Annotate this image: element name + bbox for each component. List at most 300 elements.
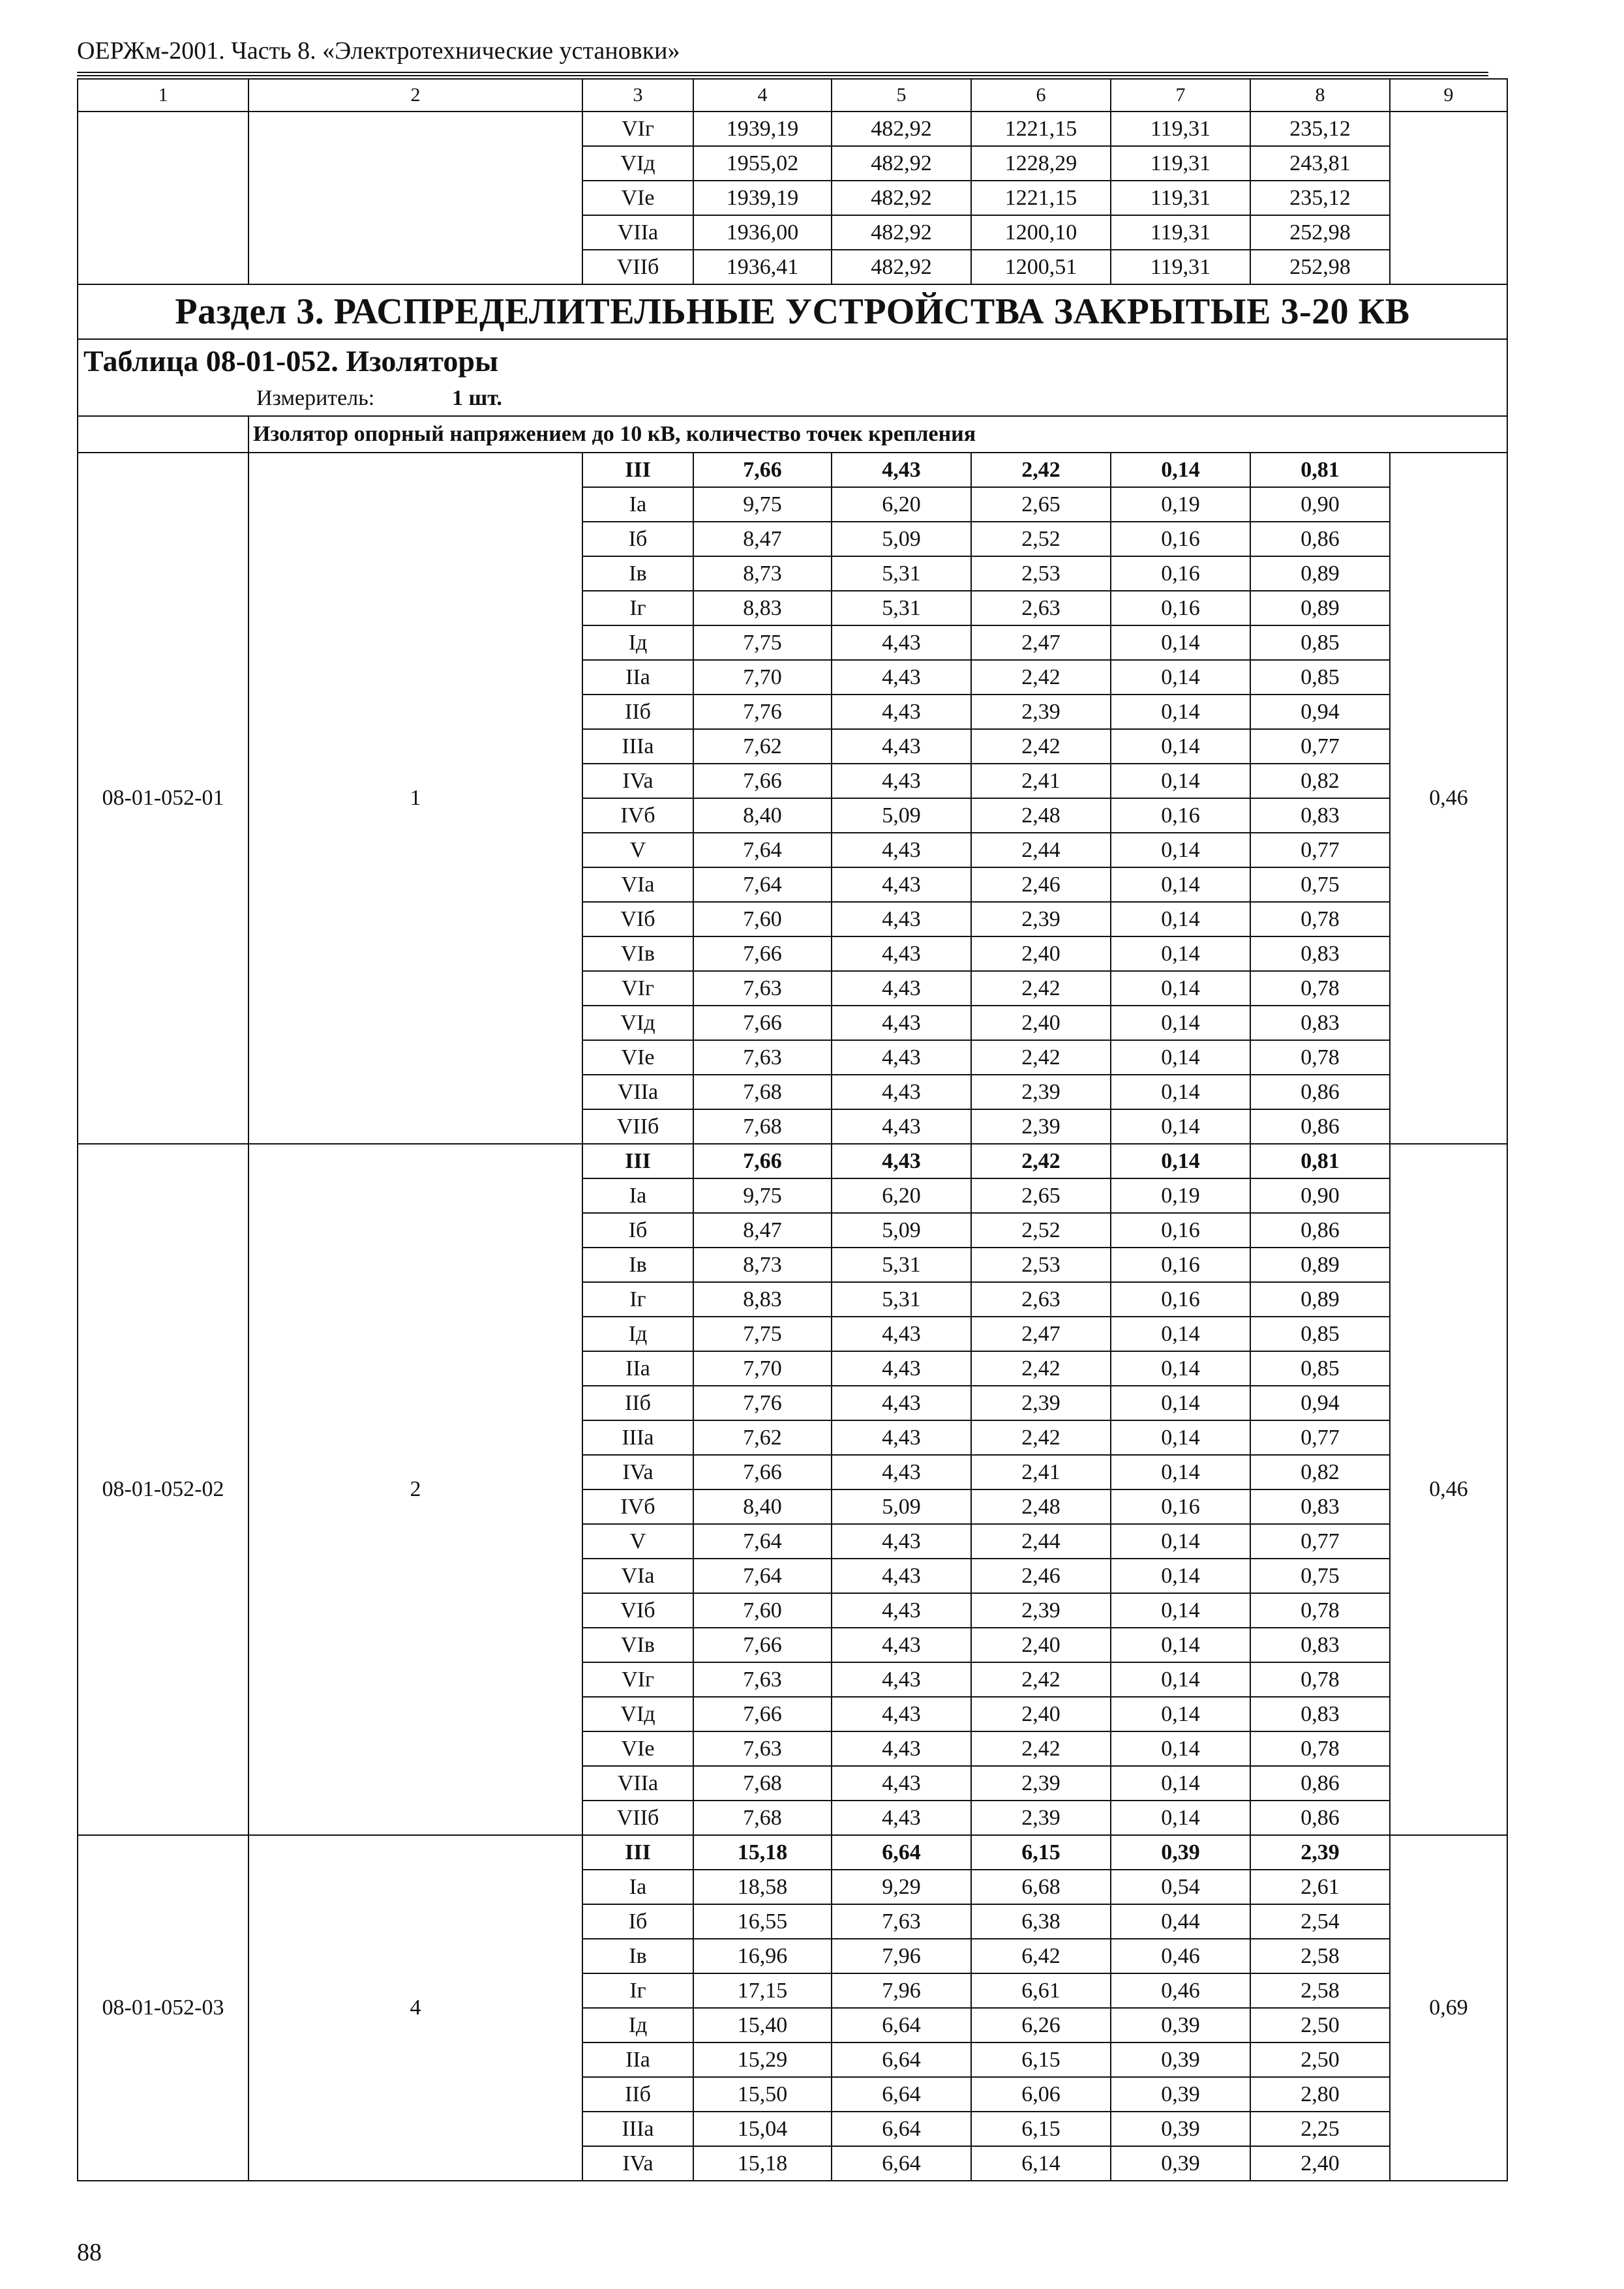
value-cell: 2,42 (971, 1420, 1111, 1455)
value-cell: 119,31 (1111, 250, 1250, 284)
region-cell: Iд (582, 625, 693, 660)
col9-value: 0,69 (1390, 1835, 1507, 2181)
value-cell: 4,43 (832, 1006, 971, 1040)
value-cell: 15,29 (693, 2042, 832, 2077)
value-cell: 6,38 (971, 1904, 1111, 1939)
region-cell: Iв (582, 556, 693, 591)
value-cell: 8,47 (693, 1213, 832, 1248)
value-cell: 2,39 (971, 1075, 1111, 1109)
value-cell: 0,14 (1111, 1040, 1250, 1075)
value-cell: 5,09 (832, 1213, 971, 1248)
value-cell: 4,43 (832, 625, 971, 660)
value-cell: 2,53 (971, 1248, 1111, 1282)
value-cell: 7,68 (693, 1766, 832, 1801)
region-cell: Iв (582, 1939, 693, 1973)
col9-value: 0,46 (1390, 453, 1507, 1144)
value-cell: 7,63 (693, 1731, 832, 1766)
value-cell: 4,43 (832, 1420, 971, 1455)
value-cell: 0,86 (1250, 1801, 1390, 1835)
value-cell: 2,46 (971, 1559, 1111, 1593)
value-cell: 0,94 (1250, 695, 1390, 729)
value-cell: 2,44 (971, 1524, 1111, 1559)
value-cell: 8,83 (693, 591, 832, 625)
value-cell: 0,16 (1111, 522, 1250, 556)
value-cell: 7,63 (693, 1040, 832, 1075)
value-cell: 1936,00 (693, 215, 832, 250)
value-cell: 0,86 (1250, 1075, 1390, 1109)
value-cell: 0,75 (1250, 1559, 1390, 1593)
value-cell: 4,43 (832, 936, 971, 971)
value-cell: 0,83 (1250, 1006, 1390, 1040)
region-cell: III (582, 1835, 693, 1870)
value-cell: 4,43 (832, 453, 971, 487)
value-cell: 0,39 (1111, 2112, 1250, 2146)
value-cell: 1221,15 (971, 112, 1111, 146)
value-cell: 0,14 (1111, 1559, 1250, 1593)
value-cell: 0,14 (1111, 1697, 1250, 1731)
value-cell: 4,43 (832, 1351, 971, 1386)
value-cell: 6,64 (832, 2146, 971, 2181)
value-cell: 2,41 (971, 764, 1111, 798)
value-cell: 0,90 (1250, 1178, 1390, 1213)
value-cell: 1936,41 (693, 250, 832, 284)
value-cell: 2,42 (971, 1040, 1111, 1075)
value-cell: 2,42 (971, 1351, 1111, 1386)
value-cell: 6,15 (971, 1835, 1111, 1870)
value-cell: 0,14 (1111, 695, 1250, 729)
region-cell: Iг (582, 1973, 693, 2008)
value-cell: 0,83 (1250, 936, 1390, 971)
section-title: Раздел 3. РАСПРЕДЕЛИТЕЛЬНЫЕ УСТРОЙСТВА ЗАКРЫТЫЕ 3-20 КВ (78, 284, 1507, 339)
value-cell: 0,44 (1111, 1904, 1250, 1939)
value-cell: 4,43 (832, 660, 971, 695)
value-cell: 7,62 (693, 1420, 832, 1455)
value-cell: 2,42 (971, 729, 1111, 764)
value-cell: 2,80 (1250, 2077, 1390, 2112)
value-cell: 1939,19 (693, 112, 832, 146)
value-cell: 7,63 (693, 1662, 832, 1697)
region-cell: VIa (582, 867, 693, 902)
region-cell: IIб (582, 695, 693, 729)
value-cell: 482,92 (832, 146, 971, 181)
value-cell: 2,63 (971, 1282, 1111, 1317)
value-cell: 4,43 (832, 1662, 971, 1697)
region-cell: III (582, 453, 693, 487)
region-cell: VIIб (582, 1109, 693, 1144)
value-cell: 6,14 (971, 2146, 1111, 2181)
value-cell: 2,61 (1250, 1870, 1390, 1904)
value-cell: 6,64 (832, 2042, 971, 2077)
region-cell: Ia (582, 1178, 693, 1213)
value-cell: 119,31 (1111, 112, 1250, 146)
value-cell: 0,14 (1111, 625, 1250, 660)
measure-label: Измеритель: (256, 386, 375, 410)
value-cell: 0,90 (1250, 487, 1390, 522)
value-cell: 1221,15 (971, 181, 1111, 215)
value-cell: 0,39 (1111, 1835, 1250, 1870)
value-cell: 0,94 (1250, 1386, 1390, 1420)
value-cell: 6,64 (832, 1835, 971, 1870)
region-cell: Iд (582, 2008, 693, 2042)
rates-table-body (78, 79, 1507, 2181)
value-cell: 0,14 (1111, 867, 1250, 902)
rate-parameter: 1 (248, 453, 582, 1144)
value-cell: 7,70 (693, 1351, 832, 1386)
table-title-row (78, 339, 1507, 382)
code-cell (78, 112, 248, 284)
value-cell: 0,14 (1111, 1766, 1250, 1801)
region-cell: IIб (582, 1386, 693, 1420)
value-cell: 6,61 (971, 1973, 1111, 2008)
value-cell: 2,41 (971, 1455, 1111, 1489)
region-cell: VIe (582, 1731, 693, 1766)
region-cell: Ia (582, 1870, 693, 1904)
value-cell: 16,96 (693, 1939, 832, 1973)
value-cell: 0,14 (1111, 1731, 1250, 1766)
col9-value: 0,46 (1390, 1144, 1507, 1835)
value-cell: 8,73 (693, 556, 832, 591)
value-cell: 0,86 (1250, 1109, 1390, 1144)
column-number-cell: 6 (971, 79, 1111, 112)
value-cell: 2,54 (1250, 1904, 1390, 1939)
value-cell: 4,43 (832, 1144, 971, 1178)
value-cell: 2,50 (1250, 2042, 1390, 2077)
value-cell: 2,48 (971, 798, 1111, 833)
value-cell: 7,64 (693, 833, 832, 867)
value-cell: 1228,29 (971, 146, 1111, 181)
value-cell: 0,14 (1111, 1317, 1250, 1351)
value-cell: 0,81 (1250, 453, 1390, 487)
value-cell: 0,39 (1111, 2008, 1250, 2042)
value-cell: 7,64 (693, 1524, 832, 1559)
value-cell: 6,20 (832, 1178, 971, 1213)
value-cell: 8,40 (693, 798, 832, 833)
value-cell: 0,78 (1250, 1662, 1390, 1697)
column-number-cell: 7 (1111, 79, 1250, 112)
value-cell: 7,68 (693, 1801, 832, 1835)
value-cell: 0,14 (1111, 1455, 1250, 1489)
value-cell: 5,09 (832, 798, 971, 833)
column-number-cell: 9 (1390, 79, 1507, 112)
value-cell: 9,29 (832, 1870, 971, 1904)
value-cell: 0,16 (1111, 591, 1250, 625)
column-number-cell: 8 (1250, 79, 1390, 112)
region-cell: IVa (582, 2146, 693, 2181)
column-number-cell: 1 (78, 79, 248, 112)
value-cell: 0,82 (1250, 764, 1390, 798)
value-cell: 7,66 (693, 1628, 832, 1662)
value-cell: 0,78 (1250, 1040, 1390, 1075)
region-cell: IIa (582, 2042, 693, 2077)
value-cell: 4,43 (832, 729, 971, 764)
measure-row (78, 382, 1507, 416)
value-cell: 0,14 (1111, 902, 1250, 936)
value-cell: 2,58 (1250, 1973, 1390, 2008)
value-cell: 2,40 (971, 936, 1111, 971)
value-cell: 4,43 (832, 1524, 971, 1559)
value-cell: 0,16 (1111, 798, 1250, 833)
value-cell: 7,70 (693, 660, 832, 695)
section-heading-row (78, 284, 1507, 339)
value-cell: 7,66 (693, 764, 832, 798)
value-cell: 0,83 (1250, 1697, 1390, 1731)
value-cell: 2,58 (1250, 1939, 1390, 1973)
value-cell: 0,78 (1250, 971, 1390, 1006)
table-row (78, 112, 1507, 146)
rate-code: 08-01-052-02 (78, 1144, 248, 1835)
value-cell: 1200,10 (971, 215, 1111, 250)
value-cell: 0,14 (1111, 1628, 1250, 1662)
value-cell: 2,39 (971, 695, 1111, 729)
value-cell: 0,89 (1250, 1248, 1390, 1282)
value-cell: 2,52 (971, 1213, 1111, 1248)
value-cell: 4,43 (832, 1317, 971, 1351)
value-cell: 0,78 (1250, 902, 1390, 936)
value-cell: 235,12 (1250, 181, 1390, 215)
description-blank-cell (78, 416, 248, 453)
value-cell: 0,39 (1111, 2146, 1250, 2181)
value-cell: 243,81 (1250, 146, 1390, 181)
value-cell: 6,26 (971, 2008, 1111, 2042)
region-cell: Iг (582, 591, 693, 625)
table-row (78, 1144, 1507, 1178)
value-cell: 0,14 (1111, 1801, 1250, 1835)
value-cell: 18,58 (693, 1870, 832, 1904)
value-cell: 2,40 (1250, 2146, 1390, 2181)
region-cell: VIв (582, 936, 693, 971)
region-cell: VIв (582, 1628, 693, 1662)
region-cell: IIa (582, 660, 693, 695)
value-cell: 2,40 (971, 1628, 1111, 1662)
value-cell: 0,14 (1111, 1006, 1250, 1040)
value-cell: 1955,02 (693, 146, 832, 181)
page-number: 88 (77, 2239, 102, 2266)
value-cell: 2,47 (971, 1317, 1111, 1351)
value-cell: 482,92 (832, 215, 971, 250)
value-cell: 7,76 (693, 1386, 832, 1420)
region-cell: IIa (582, 1351, 693, 1386)
value-cell: 0,77 (1250, 1420, 1390, 1455)
region-cell: VIб (582, 902, 693, 936)
value-cell: 4,43 (832, 1697, 971, 1731)
region-cell: III (582, 1144, 693, 1178)
value-cell: 2,39 (971, 1593, 1111, 1628)
value-cell: 7,66 (693, 453, 832, 487)
value-cell: 2,46 (971, 867, 1111, 902)
value-cell: 0,39 (1111, 2042, 1250, 2077)
value-cell: 0,46 (1111, 1973, 1250, 2008)
region-cell: Iг (582, 1282, 693, 1317)
region-cell: VIIa (582, 1766, 693, 1801)
value-cell: 0,14 (1111, 1420, 1250, 1455)
value-cell: 15,40 (693, 2008, 832, 2042)
value-cell: 0,14 (1111, 936, 1250, 971)
value-cell: 0,83 (1250, 798, 1390, 833)
value-cell: 7,66 (693, 1455, 832, 1489)
value-cell: 4,43 (832, 695, 971, 729)
value-cell: 5,31 (832, 1248, 971, 1282)
value-cell: 0,14 (1111, 729, 1250, 764)
value-cell: 4,43 (832, 1766, 971, 1801)
value-cell: 119,31 (1111, 181, 1250, 215)
region-cell: IVб (582, 798, 693, 833)
region-cell: IIб (582, 2077, 693, 2112)
value-cell: 0,14 (1111, 971, 1250, 1006)
value-cell: 2,65 (971, 1178, 1111, 1213)
region-cell: VIд (582, 1697, 693, 1731)
measure-value: 1 шт. (452, 386, 502, 410)
region-cell: IVб (582, 1489, 693, 1524)
value-cell: 0,16 (1111, 556, 1250, 591)
value-cell: 7,68 (693, 1109, 832, 1144)
value-cell: 0,85 (1250, 625, 1390, 660)
description-text: Изолятор опорный напряжением до 10 кВ, количество точек крепления (248, 416, 1507, 453)
value-cell: 6,15 (971, 2042, 1111, 2077)
column-number-cell: 2 (248, 79, 582, 112)
value-cell: 0,77 (1250, 729, 1390, 764)
value-cell: 8,47 (693, 522, 832, 556)
value-cell: 0,16 (1111, 1248, 1250, 1282)
region-cell: VIг (582, 112, 693, 146)
region-cell: VIIa (582, 1075, 693, 1109)
rate-code: 08-01-052-01 (78, 453, 248, 1144)
value-cell: 4,43 (832, 902, 971, 936)
value-cell: 2,42 (971, 660, 1111, 695)
value-cell: 7,66 (693, 1144, 832, 1178)
value-cell: 2,52 (971, 522, 1111, 556)
region-cell: V (582, 1524, 693, 1559)
value-cell: 6,42 (971, 1939, 1111, 1973)
value-cell: 0,16 (1111, 1282, 1250, 1317)
running-title: ОЕРЖм-2001. Часть 8. «Электротехнические установки» (77, 37, 680, 65)
value-cell: 2,39 (971, 1109, 1111, 1144)
value-cell: 0,16 (1111, 1213, 1250, 1248)
value-cell: 4,43 (832, 1075, 971, 1109)
region-cell: VIIa (582, 215, 693, 250)
value-cell: 482,92 (832, 250, 971, 284)
value-cell: 7,96 (832, 1973, 971, 2008)
value-cell: 2,42 (971, 1662, 1111, 1697)
region-cell: VIд (582, 146, 693, 181)
value-cell: 4,43 (832, 1455, 971, 1489)
value-cell: 0,54 (1111, 1870, 1250, 1904)
value-cell: 0,14 (1111, 764, 1250, 798)
value-cell: 2,53 (971, 556, 1111, 591)
value-cell: 2,39 (971, 1386, 1111, 1420)
value-cell: 7,62 (693, 729, 832, 764)
rate-code: 08-01-052-03 (78, 1835, 248, 2181)
region-cell: Iб (582, 1213, 693, 1248)
value-cell: 4,43 (832, 1559, 971, 1593)
value-cell: 7,64 (693, 1559, 832, 1593)
rate-parameter: 2 (248, 1144, 582, 1835)
value-cell: 252,98 (1250, 215, 1390, 250)
region-cell: VIб (582, 1593, 693, 1628)
value-cell: 0,19 (1111, 487, 1250, 522)
table-row (78, 453, 1507, 487)
value-cell: 4,43 (832, 1731, 971, 1766)
value-cell: 8,83 (693, 1282, 832, 1317)
value-cell: 0,85 (1250, 1351, 1390, 1386)
value-cell: 0,14 (1111, 1593, 1250, 1628)
value-cell: 0,14 (1111, 1109, 1250, 1144)
value-cell: 7,75 (693, 625, 832, 660)
table-title: Таблица 08-01-052. Изоляторы (78, 339, 1507, 382)
header-rule (77, 72, 1488, 73)
value-cell: 0,78 (1250, 1593, 1390, 1628)
table-row (78, 1835, 1507, 1870)
value-cell: 482,92 (832, 181, 971, 215)
value-cell: 119,31 (1111, 215, 1250, 250)
region-cell: IVa (582, 764, 693, 798)
value-cell: 2,39 (971, 1766, 1111, 1801)
region-cell: VIIб (582, 250, 693, 284)
region-cell: Iд (582, 1317, 693, 1351)
value-cell: 2,39 (971, 1801, 1111, 1835)
value-cell: 0,14 (1111, 453, 1250, 487)
value-cell: 235,12 (1250, 112, 1390, 146)
value-cell: 252,98 (1250, 250, 1390, 284)
region-cell: VIд (582, 1006, 693, 1040)
value-cell: 7,64 (693, 867, 832, 902)
value-cell: 7,68 (693, 1075, 832, 1109)
value-cell: 0,86 (1250, 1213, 1390, 1248)
value-cell: 2,25 (1250, 2112, 1390, 2146)
value-cell: 0,14 (1111, 1662, 1250, 1697)
value-cell: 2,63 (971, 591, 1111, 625)
value-cell: 15,18 (693, 1835, 832, 1870)
param-cell (248, 112, 582, 284)
region-cell: Iб (582, 522, 693, 556)
column-numbers-row (78, 79, 1507, 112)
value-cell: 2,42 (971, 1731, 1111, 1766)
value-cell: 7,96 (832, 1939, 971, 1973)
value-cell: 2,65 (971, 487, 1111, 522)
value-cell: 15,50 (693, 2077, 832, 2112)
value-cell: 4,43 (832, 1109, 971, 1144)
value-cell: 5,31 (832, 556, 971, 591)
value-cell: 0,85 (1250, 660, 1390, 695)
value-cell: 0,16 (1111, 1489, 1250, 1524)
value-cell: 4,43 (832, 833, 971, 867)
value-cell: 7,63 (832, 1904, 971, 1939)
region-cell: V (582, 833, 693, 867)
value-cell: 5,31 (832, 1282, 971, 1317)
value-cell: 0,78 (1250, 1731, 1390, 1766)
value-cell: 1939,19 (693, 181, 832, 215)
region-cell: IVa (582, 1455, 693, 1489)
value-cell: 7,66 (693, 1697, 832, 1731)
region-cell: VIe (582, 181, 693, 215)
value-cell: 0,83 (1250, 1628, 1390, 1662)
value-cell: 6,64 (832, 2112, 971, 2146)
region-cell: IIIa (582, 1420, 693, 1455)
region-cell: Iб (582, 1904, 693, 1939)
value-cell: 0,89 (1250, 1282, 1390, 1317)
value-cell: 7,66 (693, 936, 832, 971)
region-cell: IIIa (582, 2112, 693, 2146)
value-cell: 2,50 (1250, 2008, 1390, 2042)
value-cell: 7,76 (693, 695, 832, 729)
value-cell: 6,64 (832, 2077, 971, 2112)
rates-table (77, 78, 1508, 2181)
value-cell: 2,39 (1250, 1835, 1390, 1870)
value-cell: 6,64 (832, 2008, 971, 2042)
value-cell: 2,42 (971, 1144, 1111, 1178)
value-cell: 7,63 (693, 971, 832, 1006)
value-cell: 0,14 (1111, 1386, 1250, 1420)
value-cell: 0,14 (1111, 660, 1250, 695)
